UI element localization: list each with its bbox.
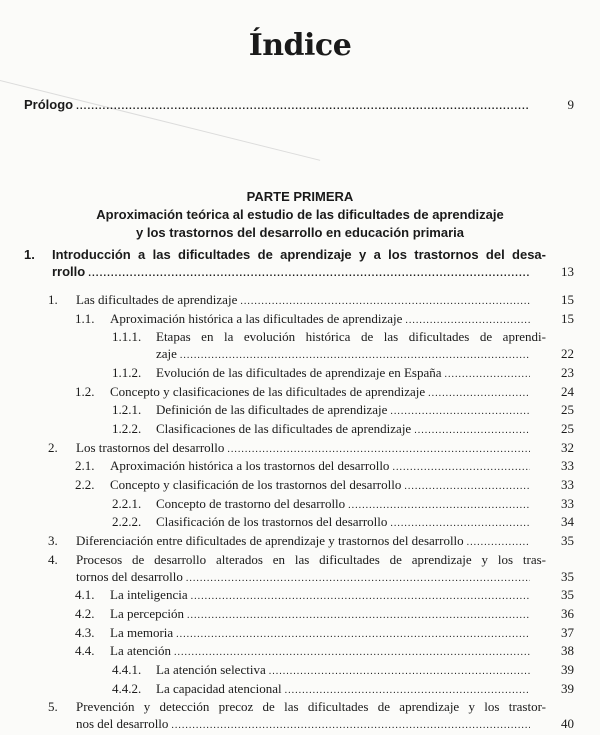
entry-title-line: Los trastornos del desarrollo (76, 439, 225, 455)
leader-dots (227, 442, 530, 459)
entry-title-line: Etapas en la evolución histórica de las dificultades de aprendi- (156, 329, 546, 345)
toc-entry[interactable] (0, 681, 574, 700)
entry-title: Prólogo (24, 97, 74, 112)
toc-entry[interactable] (0, 533, 574, 552)
entry-title-line: Clasificaciones de las dificultades de aprendizaje (156, 420, 412, 436)
toc-chapter-1[interactable] (24, 246, 574, 283)
page-number: 35 (561, 587, 574, 603)
toc-entry[interactable] (0, 496, 574, 515)
scan-mark (0, 80, 320, 161)
toc-entry[interactable] (0, 329, 574, 364)
entry-number: 4.2. (75, 605, 95, 621)
toc-entry[interactable] (0, 402, 574, 421)
toc-entry[interactable] (0, 477, 574, 496)
entry-title-line: Concepto y clasificación de los trastornos del desarrollo (110, 477, 402, 493)
leader-dots (180, 348, 530, 365)
leader-dots (191, 589, 530, 606)
entry-title-line: Concepto de trastorno del desarrollo (156, 495, 346, 511)
leader-dots (174, 645, 530, 662)
entry-title-line: Evolución de las dificultades de aprendizaje en España (156, 364, 442, 380)
page-number: 13 (561, 264, 574, 279)
page-number: 25 (561, 402, 574, 418)
toc-entry[interactable] (0, 384, 574, 403)
page-number: 33 (561, 477, 574, 493)
entry-title-line: Procesos de desarrollo alterados en las dificultades de aprendizaje y los tras- (76, 551, 546, 567)
toc-entry[interactable] (0, 365, 574, 384)
entry-number: 2.2. (75, 477, 95, 493)
page-number: 24 (561, 383, 574, 399)
entry-number: 4.4.1. (112, 662, 142, 678)
leader-dots (390, 516, 530, 533)
entry-title-line: La capacidad atencional (156, 680, 282, 696)
toc-entry[interactable] (0, 699, 574, 734)
entry-number: 4.3. (75, 624, 95, 640)
entry-number: 1.2.1. (112, 402, 142, 418)
entry-number: 4.1. (75, 587, 95, 603)
entry-number: 4. (48, 551, 58, 567)
toc-entry[interactable] (0, 552, 574, 587)
page-number: 22 (561, 346, 574, 362)
toc-entry[interactable] (0, 606, 574, 625)
entry-title-line: La percepción (110, 605, 184, 621)
part-title: PARTE PRIMERA (246, 189, 354, 204)
entry-number: 4.4. (75, 643, 95, 659)
leader-dots (428, 386, 530, 403)
leader-dots (390, 404, 530, 421)
toc-entry[interactable] (0, 587, 574, 606)
toc-entry-prologo[interactable] (24, 97, 574, 116)
leader-dots (171, 718, 530, 735)
entry-number: 3. (48, 533, 58, 549)
page-number: 37 (561, 624, 574, 640)
page-number: 35 (561, 533, 574, 549)
page-number: 40 (561, 716, 574, 732)
entry-title-line: Aproximación histórica a las dificultades de aprendizaje (110, 310, 403, 326)
toc-entry[interactable] (0, 643, 574, 662)
page-number: 33 (561, 495, 574, 511)
page-number: 39 (561, 680, 574, 696)
entry-title-line: La atención selectiva (156, 662, 266, 678)
leader-dots (348, 498, 530, 515)
entry-title-line: Aproximación histórica a los trastornos del desarrollo (110, 458, 390, 474)
leader-dots (467, 535, 530, 552)
chapter-title-line: Introducción a las dificultades de aprendizaje y a los trastornos del desa- (52, 247, 546, 262)
page-number: 36 (561, 605, 574, 621)
toc-entry[interactable] (0, 625, 574, 644)
leader-dots (187, 608, 530, 625)
page-number: 34 (561, 514, 574, 530)
page-number: 39 (561, 662, 574, 678)
page-number: 9 (567, 97, 574, 112)
entry-title-line: La memoria (110, 624, 174, 640)
entry-number: 2.2.1. (112, 495, 142, 511)
page-number: 23 (561, 364, 574, 380)
entry-title-line: Definición de las dificultades de aprendizaje (156, 402, 388, 418)
entry-number: 2. (48, 439, 58, 455)
entry-number: 1. (48, 292, 58, 307)
leader-dots (76, 99, 530, 116)
entry-number: 1.2.2. (112, 420, 142, 436)
toc-entry[interactable] (0, 311, 574, 330)
entry-title-line: Las dificultades de aprendizaje (76, 292, 238, 307)
entry-number: 4.4.2. (112, 680, 142, 696)
part-subtitle-line: y los trastornos del desarrollo en educación primaria (136, 225, 464, 240)
leader-dots (269, 664, 530, 681)
leader-dots (392, 460, 530, 477)
leader-dots (285, 683, 530, 700)
entry-number: 5. (48, 699, 58, 715)
leader-dots (404, 479, 530, 496)
toc-entry[interactable] (0, 514, 574, 533)
entry-title-line: zaje (156, 346, 177, 362)
toc-entry[interactable] (0, 440, 574, 459)
entry-title-line: Diferenciación entre dificultades de aprendizaje y trastornos del desarrollo (76, 533, 464, 549)
chapter-number: 1. (24, 247, 35, 262)
leader-dots (88, 266, 530, 283)
entry-title-line: La inteligencia (110, 587, 188, 603)
page-number: 35 (561, 568, 574, 584)
page-number: 15 (561, 292, 574, 307)
toc-entry[interactable] (0, 662, 574, 681)
part-subtitle-line: Aproximación teórica al estudio de las dificultades de aprendizaje (96, 207, 504, 222)
entry-number: 1.2. (75, 383, 95, 399)
leader-dots (405, 313, 530, 330)
table-of-contents (0, 292, 574, 735)
leader-dots (176, 627, 530, 644)
entry-title-line: Clasificación de los trastornos del desarrollo (156, 514, 388, 530)
entry-title-line: Prevención y detección precoz de las dificultades de aprendizaje y los trastor- (76, 699, 546, 715)
leader-dots (414, 423, 530, 440)
entry-number: 2.1. (75, 458, 95, 474)
entry-number: 1.1.2. (112, 364, 142, 380)
part-heading (0, 188, 600, 242)
page-number: 33 (561, 458, 574, 474)
entry-title-line: Concepto y clasificaciones de las dificultades de aprendizaje (110, 383, 426, 399)
leader-dots (240, 294, 530, 311)
page-number: 25 (561, 420, 574, 436)
leader-dots (186, 571, 530, 588)
entry-number: 2.2.2. (112, 514, 142, 530)
page-number: 15 (561, 310, 574, 326)
entry-title-line: tornos del desarrollo (76, 568, 183, 584)
entry-number: 1.1.1. (112, 329, 142, 345)
entry-title-line: nos del desarrollo (76, 716, 169, 732)
leader-dots (445, 367, 530, 384)
entry-title-line: La atención (110, 643, 171, 659)
page-number: 32 (561, 439, 574, 455)
toc-entry[interactable] (0, 292, 574, 311)
toc-entry[interactable] (0, 421, 574, 440)
chapter-title-line: rrollo (52, 264, 86, 279)
page-number: 38 (561, 643, 574, 659)
page-title: Índice (248, 28, 352, 63)
toc-entry[interactable] (0, 458, 574, 477)
entry-number: 1.1. (75, 310, 95, 326)
